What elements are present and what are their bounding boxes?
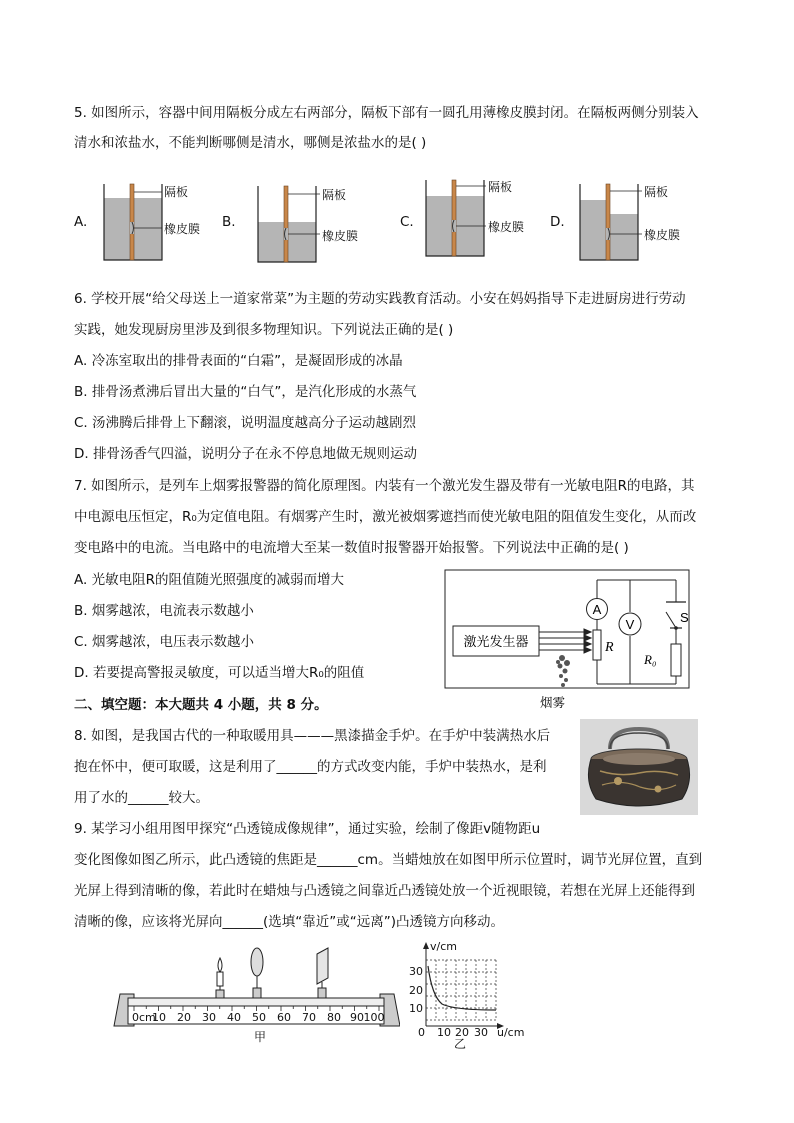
laser-generator-label: 激光发生器 bbox=[463, 635, 529, 650]
smoke-icon bbox=[556, 655, 570, 687]
resistor-r-label: R bbox=[605, 640, 614, 655]
q7-stem-line1: 7. 如图所示，是列车上烟雾报警器的简化原理图。内装有一个激光发生器及带有一光敏电阻R的电路，其 bbox=[74, 478, 695, 494]
q7-option-a: A. 光敏电阻R的阻值随光照强度的减弱而增大 bbox=[74, 572, 344, 588]
q8-stem-line1: 8. 如图，是我国古代的一种取暖用具———黑漆描金手炉。在手炉中装满热水后 bbox=[74, 728, 551, 744]
q6-option-a: A. 冷冻室取出的排骨表面的“白霜”，是凝固形成的冰晶 bbox=[74, 353, 403, 369]
lens-icon bbox=[251, 948, 263, 976]
q6-option-c: C. 汤沸腾后排骨上下翻滚，说明温度越高分子运动越剧烈 bbox=[74, 415, 417, 431]
candle-icon bbox=[217, 972, 223, 986]
q7-circuit-diagram bbox=[444, 568, 692, 712]
image-distance-graph bbox=[406, 938, 532, 1050]
bench-tick-60: 60 bbox=[277, 1011, 291, 1024]
q5-a-partition-label: 隔板 bbox=[164, 185, 189, 199]
bench-tick-70: 70 bbox=[302, 1011, 316, 1024]
screen-icon bbox=[317, 948, 328, 984]
graph-xtick-30: 30 bbox=[474, 1026, 488, 1039]
q6-option-b: B. 排骨汤煮沸后冒出大量的“白气”，是汽化形成的水蒸气 bbox=[74, 384, 417, 400]
graph-caption: 乙 bbox=[453, 1037, 467, 1050]
q7-option-b: B. 烟雾越浓，电流表示数越小 bbox=[74, 603, 254, 619]
q6-stem-line2: 实践，她发现厨房里涉及到很多物理知识。下列说法正确的是( ) bbox=[74, 322, 454, 338]
smoke-label: 烟雾 bbox=[540, 695, 566, 710]
q5-stem-line1: 5. 如图所示，容器中间用隔板分成左右两部分，隔板下部有一圆孔用薄橡皮膜封闭。在隔板两侧分别装入 bbox=[74, 105, 699, 121]
q8-stem-line3: 用了水的______较大。 bbox=[74, 790, 209, 806]
q5-a-membrane-label: 橡皮膜 bbox=[164, 222, 201, 236]
hand-warmer-image bbox=[580, 719, 698, 815]
bench-tick-10: 10 bbox=[152, 1011, 166, 1024]
q9-stem-line3: 光屏上得到清晰的像，若此时在蜡烛与凸透镜之间靠近凸透镜处放一个近视眼镜，若想在光屏上还能得到 bbox=[74, 883, 695, 899]
q7-option-d: D. 若要提高警报灵敏度，可以适当增大R₀的阻值 bbox=[74, 665, 365, 681]
q5-b-membrane-label: 橡皮膜 bbox=[322, 229, 359, 243]
bench-tick-100: 100 bbox=[363, 1011, 385, 1024]
bench-tick-50: 50 bbox=[252, 1011, 266, 1024]
q5-stem-line2: 清水和浓盐水，不能判断哪侧是清水，哪侧是浓盐水的是( ) bbox=[74, 135, 427, 151]
bench-tick-30: 30 bbox=[202, 1011, 216, 1024]
voltmeter-label: V bbox=[625, 617, 635, 632]
q5-figure-b bbox=[254, 180, 374, 264]
bench-caption: 甲 bbox=[253, 1030, 267, 1044]
switch-icon bbox=[666, 612, 676, 628]
graph-ytick-10: 10 bbox=[409, 1002, 423, 1015]
flame-icon bbox=[218, 958, 222, 972]
graph-xtick-20: 20 bbox=[455, 1026, 469, 1039]
q5-d-partition-label: 隔板 bbox=[644, 185, 669, 199]
q5-option-b-label: B. bbox=[222, 214, 236, 230]
q6-option-d: D. 排骨汤香气四溢，说明分子在永不停息地做无规则运动 bbox=[74, 446, 417, 462]
bench-tick-0: 0cm bbox=[132, 1011, 156, 1024]
photoresistor-r bbox=[593, 630, 601, 660]
q9-stem-line2: 变化图像如图乙所示，此凸透镜的焦距是______cm。当蜡烛放在如图甲所示位置时，调节光屏位置，直到 bbox=[74, 852, 703, 868]
graph-xlabel: u/cm bbox=[497, 1026, 525, 1039]
q5-b-partition-label: 隔板 bbox=[322, 188, 347, 202]
q5-c-membrane-label: 橡皮膜 bbox=[488, 220, 525, 234]
bench-tick-40: 40 bbox=[227, 1011, 241, 1024]
q5-d-membrane-label: 橡皮膜 bbox=[644, 228, 681, 242]
switch-label: S bbox=[680, 610, 689, 625]
q9-stem-line1: 9. 某学习小组用图甲探究“凸透镜成像规律”，通过实验，绘制了像距v随物距u bbox=[74, 821, 541, 837]
q5-option-c-label: C. bbox=[400, 214, 414, 230]
bench-tick-80: 80 bbox=[327, 1011, 341, 1024]
graph-ytick-20: 20 bbox=[409, 984, 423, 997]
graph-origin: 0 bbox=[418, 1026, 425, 1039]
q7-stem-line3: 变电路中的电流。当电路中的电流增大至某一数值时报警器开始报警。下列说法中正确的是( ) bbox=[74, 540, 629, 556]
graph-xtick-10: 10 bbox=[437, 1026, 451, 1039]
q5-option-d-label: D. bbox=[550, 214, 565, 230]
q8-stem-line2: 抱在怀中，便可取暖，这是利用了______的方式改变内能，手炉中装热水，是利 bbox=[74, 759, 547, 775]
bench-tick-90: 90 bbox=[350, 1011, 364, 1024]
q5-c-partition-label: 隔板 bbox=[488, 180, 513, 194]
q7-option-c: C. 烟雾越浓，电压表示数越小 bbox=[74, 634, 255, 650]
ammeter-label: A bbox=[592, 602, 602, 617]
q7-stem-line2: 中电源电压恒定，R₀为定值电阻。有烟雾产生时，激光被烟雾遮挡而使光敏电阻的阻值发生变化，从而改 bbox=[74, 509, 697, 525]
q5-figure-d bbox=[576, 178, 696, 262]
graph-ylabel: v/cm bbox=[430, 940, 457, 953]
q9-stem-line4: 清晰的像，应该将光屏向______(选填“靠近”或“远离”)凸透镜方向移动。 bbox=[74, 914, 505, 930]
graph-ytick-30: 30 bbox=[409, 965, 423, 978]
optical-bench-figure bbox=[110, 944, 400, 1044]
q5-option-a-label: A. bbox=[74, 214, 88, 230]
q6-stem-line1: 6. 学校开展“给父母送上一道家常菜”为主题的劳动实践教育活动。小安在妈妈指导下走进厨房进行劳动 bbox=[74, 291, 686, 307]
resistor-r0-label: R₀ bbox=[644, 652, 657, 667]
q5-figure-a bbox=[100, 178, 220, 262]
section-2-heading: 二、填空题：本大题共 4 小题，共 8 分。 bbox=[74, 697, 328, 713]
bench-tick-20: 20 bbox=[177, 1011, 191, 1024]
resistor-r0 bbox=[671, 644, 681, 676]
q5-figure-c bbox=[422, 174, 542, 258]
